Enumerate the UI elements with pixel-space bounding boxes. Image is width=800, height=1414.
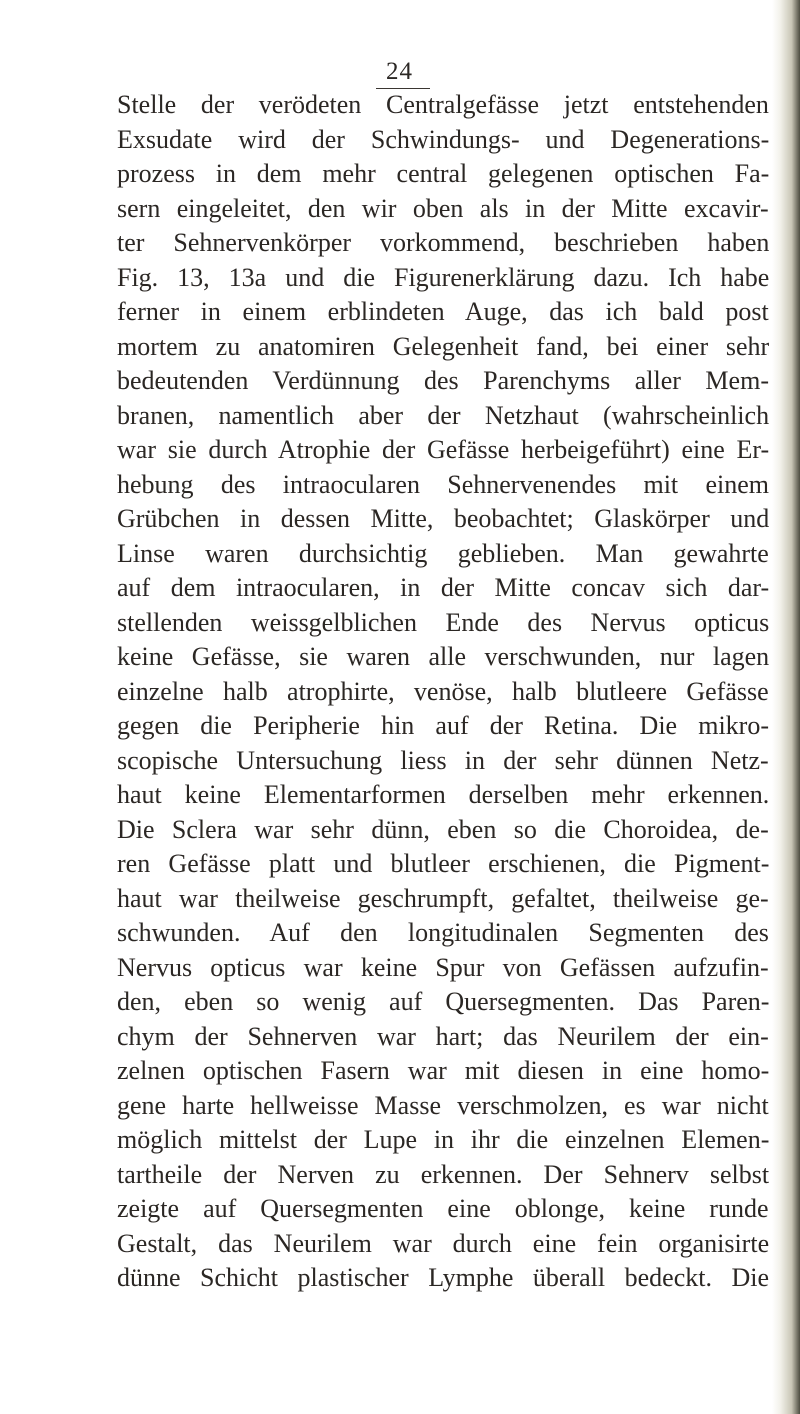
text-line: tartheile der Nerven zu erkennen. Der Sehnerv selbst [117, 1159, 770, 1189]
text-line: ter Sehnervenkörper vorkommend, beschrieben haben [117, 228, 770, 257]
text-line: möglich mittelst der Lupe in ihr die einzelnen Elemen- [117, 1125, 770, 1154]
text-line: zelnen optischen Fasern war mit diesen in eine homo- [117, 1056, 770, 1085]
text-line: Stelle der verödeten Centralgefässe jetzt entstehenden [117, 90, 769, 119]
text-line: ren Gefässe platt und blutleer erschienen, die Pigment- [117, 849, 770, 878]
text-line: dünne Schicht plastischer Lymphe überall bedeckt. Die [117, 1263, 769, 1292]
page-edge-shadow [772, 0, 800, 1414]
text-line: Die Sclera war sehr dünn, eben so die Choroidea, de- [117, 814, 769, 844]
text-line: prozess in dem mehr central gelegenen optischen Fa- [117, 159, 770, 188]
text-line: sern eingeleitet, den wir oben als in der Mitte excavir- [117, 193, 769, 223]
text-line: schwunden. Auf den longitudinalen Segmenten des [117, 918, 769, 947]
text-line: Nervus opticus war keine Spur von Gefässen aufzufin- [117, 952, 769, 982]
text-line: chym der Sehnerven war hart; das Neurilem der ein- [117, 1021, 769, 1051]
text-line: den, eben so wenig auf Quersegmenten. Das Paren- [117, 987, 770, 1016]
text-line: Linse waren durchsichtig geblieben. Man gewahrte [117, 538, 769, 568]
page-number: 24 [386, 58, 413, 85]
text-line: scopische Untersuchung liess in der sehr dünnen Netz- [117, 745, 769, 775]
text-line: keine Gefässe, sie waren alle verschwunden, nur lagen [117, 642, 770, 671]
text-line: haut war theilweise geschrumpft, gefaltet, theilweise ge- [117, 883, 769, 913]
body-text [117, 88, 769, 1296]
text-line: Fig. 13, 13a und die Figurenerklärung dazu. Ich habe [117, 262, 770, 292]
text-line: hebung des intraocularen Sehnervenendes mit einem [117, 469, 769, 499]
text-line: gene harte hellweisse Masse verschmolzen, es war nicht [117, 1090, 769, 1120]
text-line: einzelne halb atrophirte, venöse, halb blutleere Gefässe [117, 676, 769, 706]
text-line: branen, namentlich aber der Netzhaut (wahrscheinlich [117, 400, 770, 430]
text-line: zeigte auf Quersegmenten eine oblonge, keine runde [117, 1194, 769, 1223]
text-line: gegen die Peripherie hin auf der Retina. Die mikro- [117, 711, 769, 740]
text-line: war sie durch Atrophie der Gefässe herbeigeführt) eine Er- [117, 435, 770, 464]
text-line: mortem zu anatomiren Gelegenheit fand, bei einer sehr [117, 331, 770, 361]
text-line: stellenden weissgelblichen Ende des Nervus opticus [117, 607, 770, 637]
text-line: Exsudate wird der Schwindungs- und Degenerations- [117, 124, 770, 154]
text-line: ferner in einem erblindeten Auge, das ich bald post [117, 297, 769, 326]
text-line: bedeutenden Verdünnung des Parenchyms aller Mem- [117, 366, 769, 395]
text-line: Gestalt, das Neurilem war durch eine fein organisirte [117, 1228, 770, 1258]
text-line: auf dem intraocularen, in der Mitte concav sich dar- [117, 573, 770, 602]
text-line: haut keine Elementarformen derselben mehr erkennen. [117, 780, 770, 809]
text-line: Grübchen in dessen Mitte, beobachtet; Glaskörper und [117, 504, 770, 533]
